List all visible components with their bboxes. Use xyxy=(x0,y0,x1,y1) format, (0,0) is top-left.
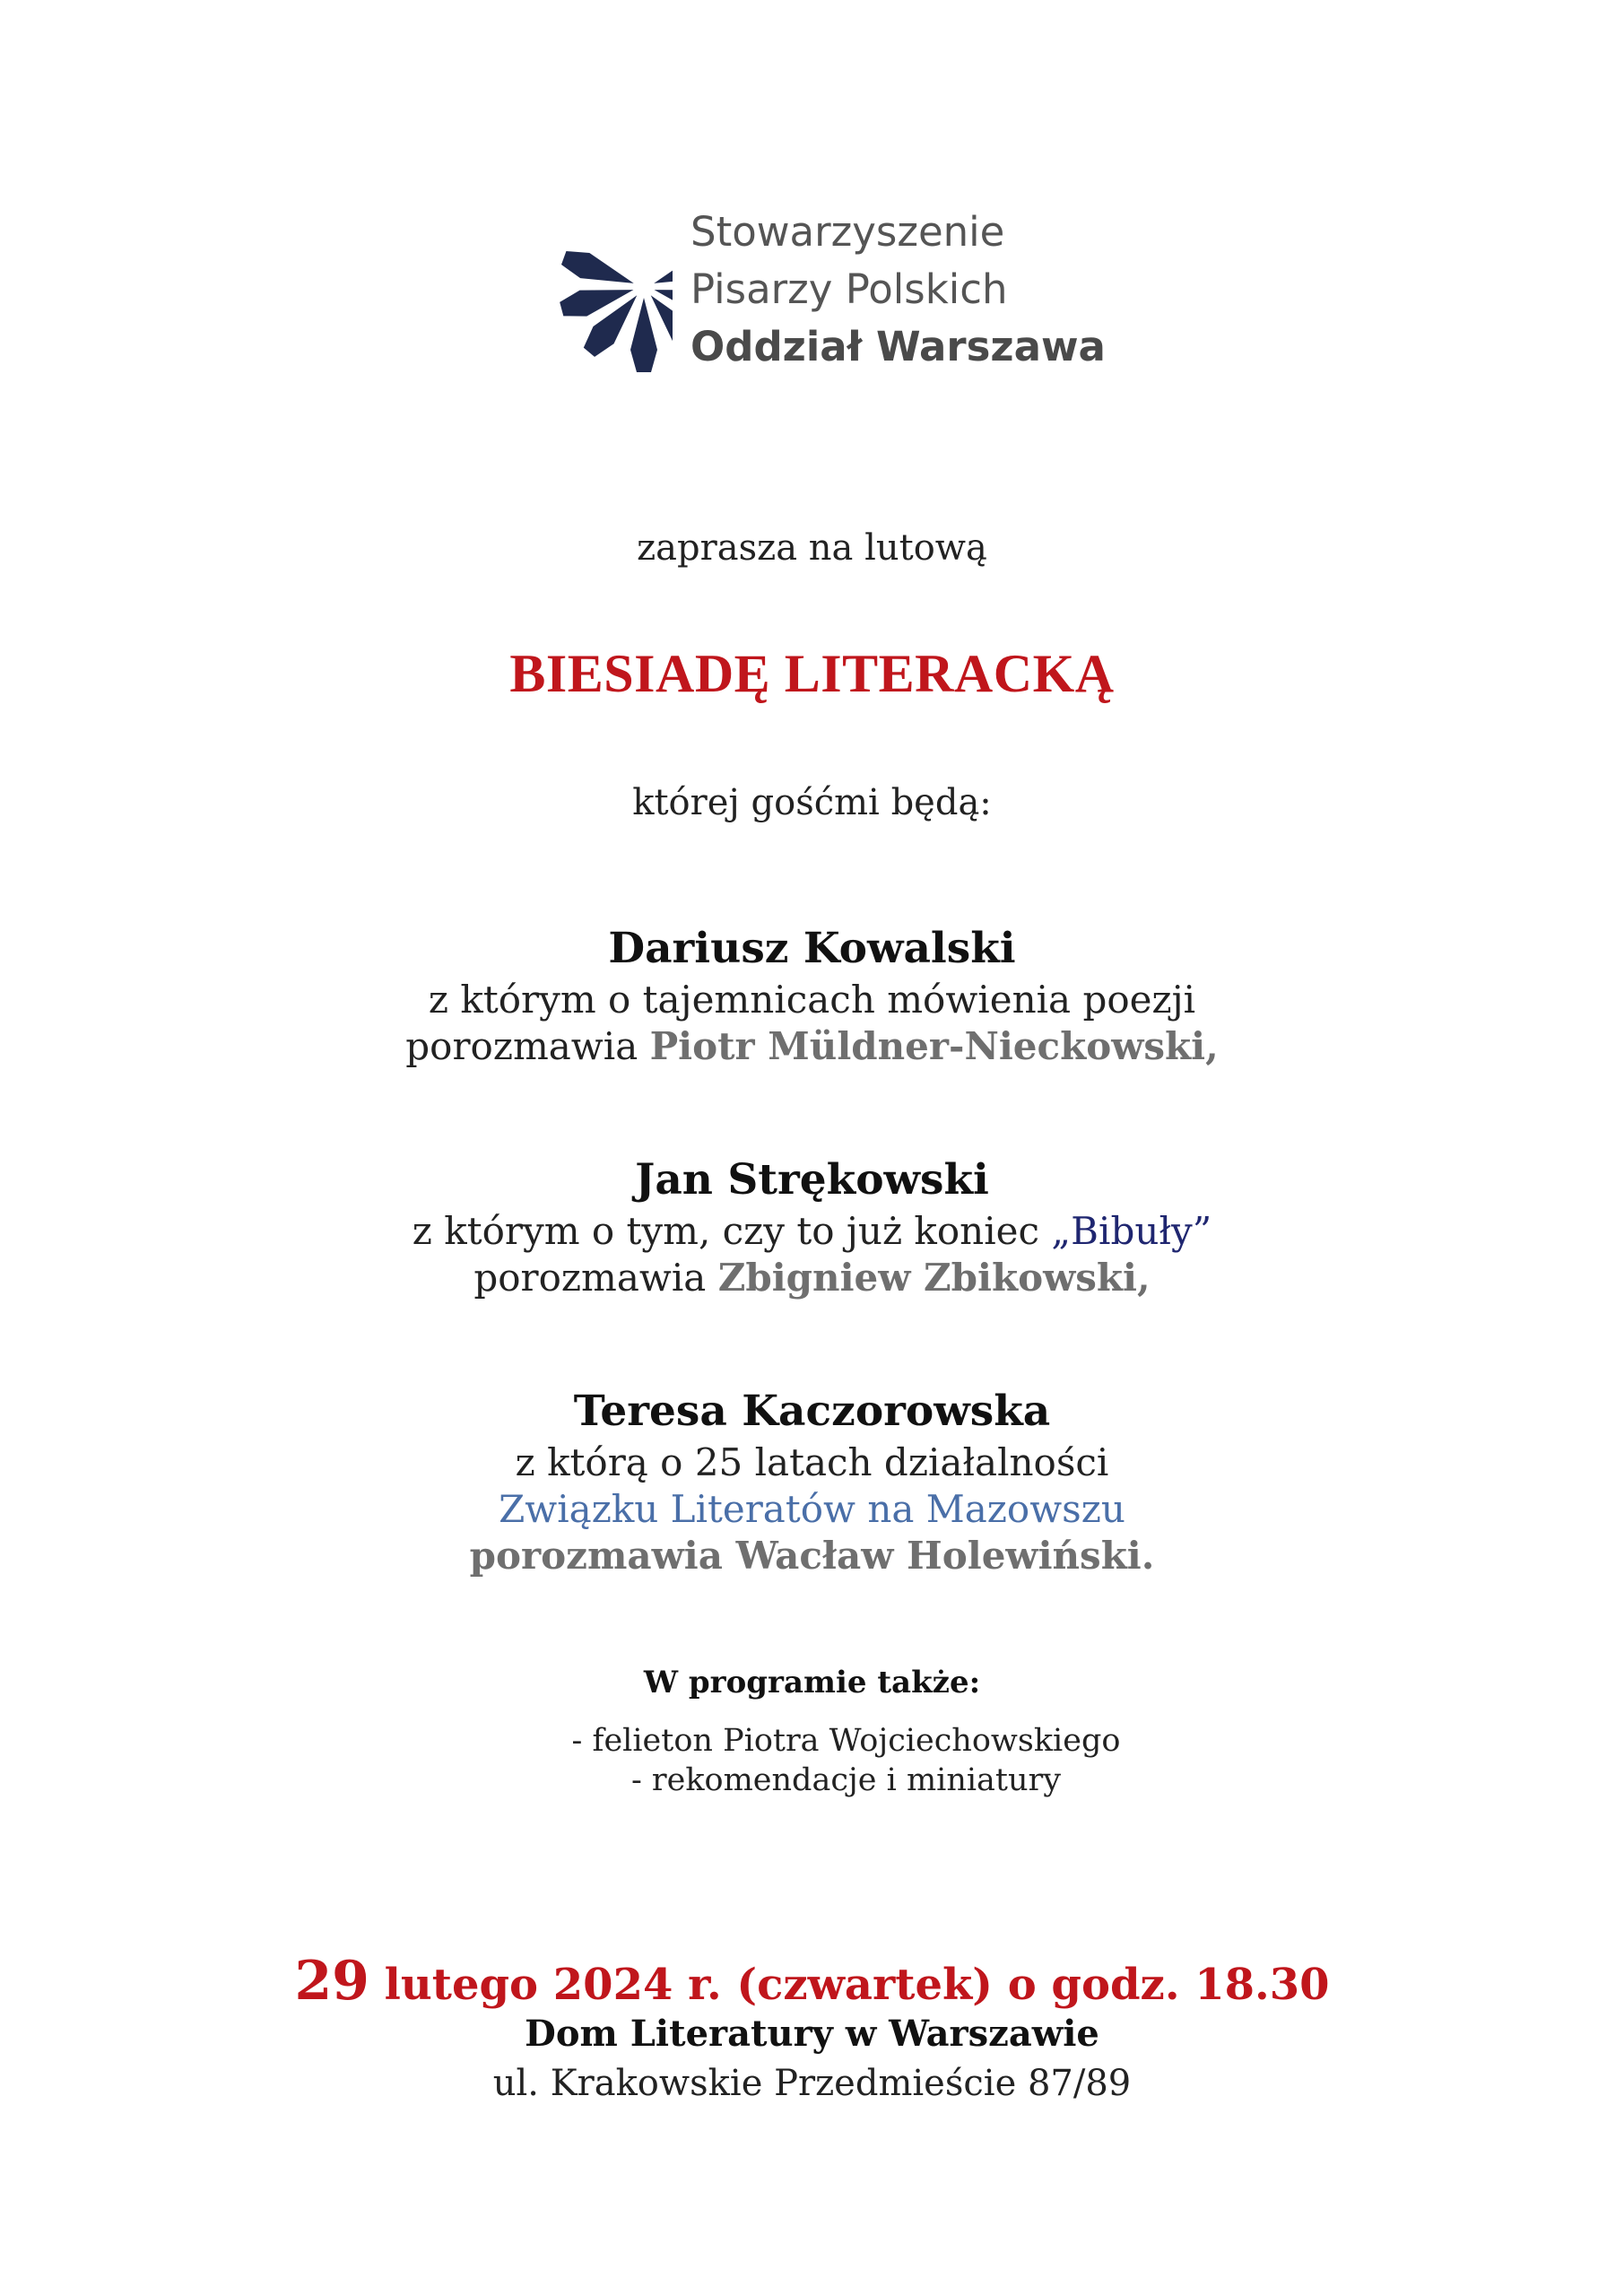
guest-1-topic: z którym o tajemnicach mówienia poezji xyxy=(428,978,1196,1022)
guest-1-name: Dariusz Kowalski xyxy=(608,924,1016,973)
guest-2-topic xyxy=(0,1209,1624,1253)
guest-3-name: Teresa Kaczorowska xyxy=(573,1387,1051,1436)
logo xyxy=(538,193,1112,390)
guest-3-topic: z którą o 25 latach działalności xyxy=(515,1440,1109,1484)
guest-3-organization: Związku Literatów na Mazowszu xyxy=(499,1487,1125,1531)
guests-intro-text: której gośćmi będą: xyxy=(632,782,992,823)
event-address: ul. Krakowskie Przedmieście 87/89 xyxy=(492,2063,1132,2104)
pen-nib-rosette-icon xyxy=(538,193,673,381)
guest-1-host-prefix: porozmawia xyxy=(405,1024,650,1068)
event-venue: Dom Literatury w Warszawie xyxy=(525,2013,1099,2055)
guest-2-host: Zbigniew Zbikowski, xyxy=(717,1256,1151,1300)
guest-3-host-line: porozmawia Wacław Holewiński. xyxy=(469,1534,1155,1578)
event-date xyxy=(0,1950,1624,2013)
guest-2-host-line xyxy=(0,1256,1624,1300)
program-item-2: - rekomendacje i miniatury xyxy=(630,1762,1062,1798)
guest-1-host: Piotr Müldner-Nieckowski, xyxy=(649,1024,1219,1068)
logo-line-3: Oddział Warszawa xyxy=(690,323,1106,370)
program-item-1: - felieton Piotra Wojciechowskiego xyxy=(571,1723,1121,1759)
event-day: 29 xyxy=(294,1950,369,2013)
program-heading: W programie także: xyxy=(643,1665,981,1700)
guest-2-topic-prefix: z którym o tym, czy to już koniec xyxy=(412,1209,1052,1253)
guest-2-name: Jan Strękowski xyxy=(635,1155,989,1205)
logo-line-2: Pisarzy Polskich xyxy=(690,265,1008,313)
event-date-rest: lutego 2024 r. (czwartek) o godz. 18.30 xyxy=(369,1960,1330,2010)
intro-text: zaprasza na lutową xyxy=(637,527,987,569)
guest-2-topic-quote: „Bibuły” xyxy=(1051,1209,1212,1253)
logo-line-1: Stowarzyszenie xyxy=(690,208,1005,256)
guest-2-host-prefix: porozmawia xyxy=(473,1256,718,1300)
guest-1-host-line xyxy=(0,1024,1624,1068)
logo-text xyxy=(690,204,1106,376)
event-title: BIESIADĘ LITERACKĄ xyxy=(509,644,1115,703)
